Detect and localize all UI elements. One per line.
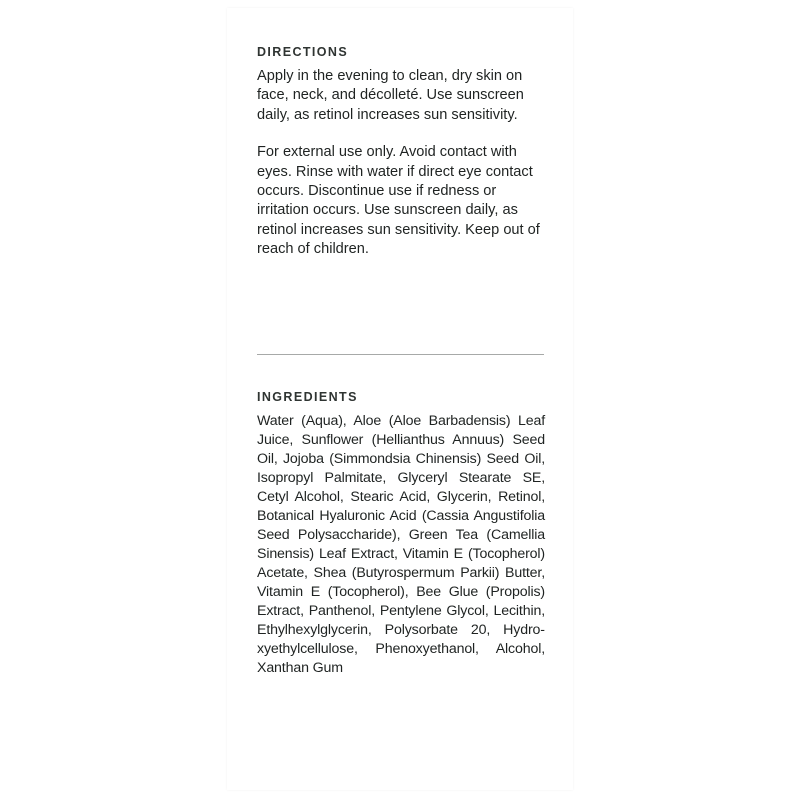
directions-warning-text: For external use only. Avoid contact with eyes. Rinse with water if direct eye contact occurs. Discontinue use if redness or irritation occurs. Use sunscreen daily, as retinol increases sun sensitivity. Keep out of reach of children.	[257, 144, 540, 258]
ingredients-list-text: Water (Aqua), Aloe (Aloe Barbadensis) Leaf Juice, Sunflower (Hellianthus Annuus) Seed Oil, Jojoba (Simmondsia Chinensis) Seed Oil, Isopropyl Palmitate, Glyceryl Stearate SE, Cetyl Alcohol, Stearic Acid, Glycerin, Retinol, Botanical Hyaluronic Acid (Cassia Angustifolia Seed Polysaccharide), Green Tea (Camellia Sinensis) Leaf Extract, Vitamin E (Tocopherol) Acetate, Shea (Butyrospermum Parkii) Butter, Vitamin E (Tocopherol), Bee Glue (Propolis) Extract, Panthenol, Pentylene Glycol, Lecithin, Ethylhexylglycerin, Polysorbate 20, Hydroxyethylcellulose, Phenoxyethanol, Alcohol, Xanthan Gum	[257, 413, 545, 676]
directions-usage-text: Apply in the evening to clean, dry skin on face, neck, and décolleté. Use sunscreen daily, as retinol increases sun sensitivity.	[257, 68, 524, 123]
directions-section	[257, 44, 545, 260]
ingredients-heading: INGREDIENTS	[257, 390, 358, 404]
directions-heading: DIRECTIONS	[257, 45, 349, 59]
section-divider	[257, 354, 544, 355]
ingredients-section	[257, 389, 545, 678]
